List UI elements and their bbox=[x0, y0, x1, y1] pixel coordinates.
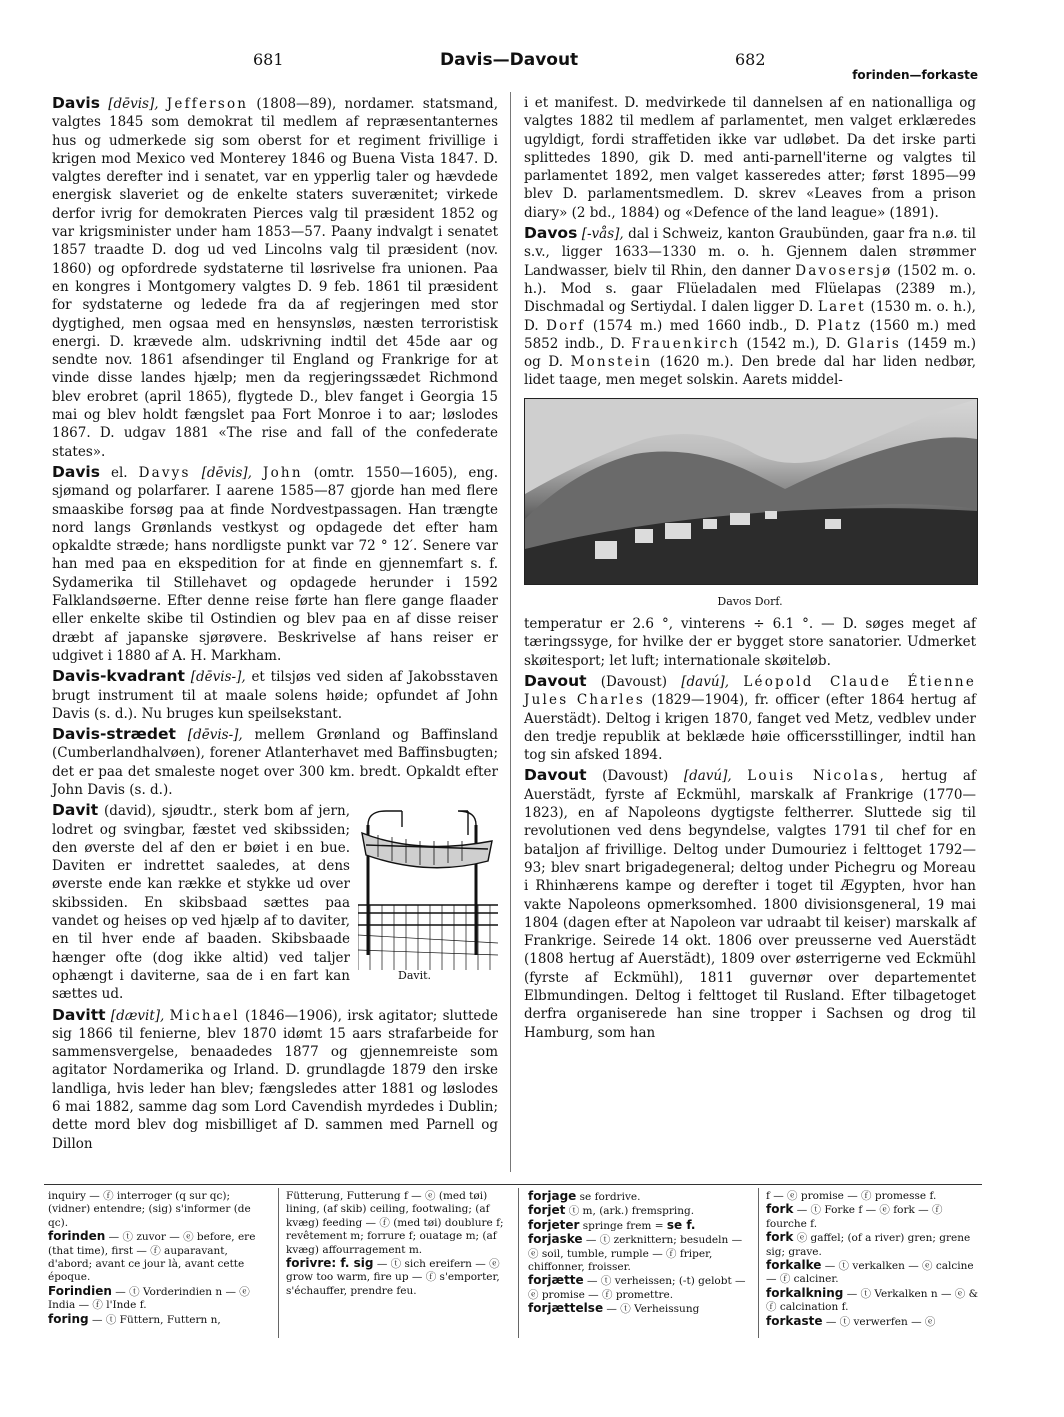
footer-headword: forkalkning bbox=[766, 1285, 844, 1300]
entry-text: (1560 m.) med 5852 indb., D. bbox=[524, 317, 976, 352]
headword: Davout bbox=[524, 671, 587, 690]
footer-headword: forjættelse bbox=[528, 1301, 604, 1316]
entry-davout-louis bbox=[524, 766, 976, 1041]
pronunciation: [dēvis], bbox=[108, 96, 159, 112]
headword: Davout bbox=[524, 766, 587, 785]
figure-caption: Davit. bbox=[398, 968, 432, 982]
footer-headword: forkaste bbox=[766, 1313, 823, 1328]
footer-headword: forinden bbox=[48, 1229, 106, 1244]
entry-text: (1808—89), nordamer. statsmand, valgtes 1845 som demokrat til medlem af repræsentanternes hus og udmerkede sig som oberst for et regiment frivillige i krigen mod Mexico ved Monterey 1846 og Buena Vista 1847. D. valgtes derefter ind i senatet, var en ypperlig taler og hævdede energisk slaveriet og de enkelte staters suverænitet; virkede derfor ivrig for demokraten Pierces valg til præsident 1852 og var krigsminister under ham 1853—57. Paany indvalgt i senatet 1857 traadte D. dog ud ved Lincolns valg til præsident (nov. 1860) og opfordrede sydstaterne til løsrivelse fra unionen. Paa en kongres i Montgomery valgtes D. 9 feb. 1861 til præsident for sydstaterne og ledede fra da af regjeringen med stor dygtighed, men ogsaa med en hensynsløs, næsten terroristisk energi. D. krævede alm. udskrivning indtil det 45de aar og sendte nov. 1861 afsendinger til England og Frankrige for at vinde disse landes hjælp; men da regjeringssædet Richmond blev erobret (april 1865), flygtede D., blev fanget i Georgia 15 mai og blev holdt fængslet paa Fort Monroe i to aar; løslodes 1867. D. udgav 1881 «The rise and fall of the confederate states». bbox=[52, 96, 498, 460]
footer-text: ⓣ m, (ark.) fremspring. bbox=[568, 1205, 695, 1218]
footer-headword: forjet bbox=[528, 1203, 566, 1218]
footer-text: f — ⓔ promise — ⓕ promesse f. bbox=[766, 1190, 937, 1202]
davit-drawing bbox=[358, 805, 498, 970]
footer-text: — ⓣ verkalken — ⓔ calcine — ⓕ calciner. bbox=[766, 1260, 974, 1286]
footer-headword: forjaske bbox=[528, 1232, 583, 1247]
pronunciation: [dævit], bbox=[110, 1007, 165, 1024]
photo-caption: Davos Dorf. bbox=[717, 594, 783, 608]
headword: Davitt bbox=[52, 1005, 106, 1024]
entry-text: el. bbox=[110, 464, 128, 481]
footer-headword: se f. bbox=[666, 1217, 696, 1232]
entry-text: (1620 m.). Den brede dal har liden nedbør, lidet taage, men meget solskin. Aarets middel- bbox=[524, 354, 977, 389]
footer-text: — ⓣ verheissen; (-t) gelobt — ⓔ promise — ⓕ promettre. bbox=[528, 1275, 746, 1301]
spaced-name: Laret bbox=[817, 299, 866, 316]
spaced-name: Louis Nicolas, bbox=[747, 768, 886, 785]
entry-text: i et manifest. D. medvirkede til dannelsen af en nationalliga og valgtes 1882 til medlem af parlamentet, men valget erklæredes ugyldigt, fordi straffetiden ikke var udløbet. Da det irske parti splittedes 1890, gik D. med anti-parnell'iterne og valgtes til parlamentet 1892, men valget kasseredes atter; først 1895—99 blev D. parlamentsmedlem. D. skrev «Leaves from a prison diary» (2 bd., 1884) og «Defence of the land league» (1891). bbox=[524, 95, 976, 221]
entry-davos-continued bbox=[524, 615, 976, 670]
alternate-spelling: (Davoust) bbox=[600, 673, 667, 690]
entry-text: (1502 m. o. h.). Mod s. gaar Flüeladalen med Flüelapas (2389 m.), Dischmadal og Sertiydal. I dalen ligger D. bbox=[524, 262, 977, 316]
entry-davos bbox=[524, 224, 976, 390]
headword: Davis bbox=[52, 462, 100, 481]
spaced-name: Davys bbox=[138, 464, 191, 481]
entry-text: (1542 m.), D. bbox=[746, 335, 841, 352]
footer-headword: foring bbox=[48, 1311, 89, 1326]
footer-column-2 bbox=[286, 1190, 506, 1298]
page-number-right: 682 bbox=[735, 50, 766, 69]
spaced-name: John bbox=[262, 464, 303, 481]
headword: Davis bbox=[52, 94, 100, 112]
pronunciation: [dēvis-], bbox=[190, 669, 246, 686]
spaced-name: Frauenkirch bbox=[631, 335, 741, 352]
entry-text: temperatur er 2.6 °, vinterens ÷ 6.1 °. — D. søges meget af tæringssyge, for hvilke der er bygget store sanatorier. Udmerket skøitesport; let luft; internationale skøiteløb. bbox=[524, 616, 976, 669]
footer-text: — ⓣ Verheissung bbox=[606, 1303, 700, 1316]
spaced-name: Jefferson bbox=[166, 96, 249, 112]
right-column bbox=[524, 94, 976, 1044]
footer-text: — ⓣ Verkalken n — ⓔ & ⓕ calcination f. bbox=[766, 1287, 978, 1314]
entry-davitt-continued bbox=[524, 94, 976, 222]
entry-text: et tilsjøs ved siden af Jakobsstaven brugt instrument til at maale solens høide; opfundet af John Davis (s. d.). Nu bruges kun speilsekstant. bbox=[52, 669, 499, 722]
footer-column-3 bbox=[528, 1190, 748, 1317]
pronunciation: [davú], bbox=[683, 768, 732, 785]
spaced-name: Dorf bbox=[546, 317, 586, 334]
headword: Davis-strædet bbox=[52, 725, 176, 744]
footer-headword: forjætte bbox=[528, 1273, 584, 1288]
column-divider bbox=[510, 92, 511, 1172]
entry-davout-leopold bbox=[524, 672, 976, 764]
davit-illustration bbox=[358, 805, 498, 985]
left-column bbox=[52, 94, 498, 1155]
footer-text: — ⓣ Forke f — ⓔ fork — ⓕ fourche f. bbox=[766, 1204, 943, 1230]
entry-davis-john bbox=[52, 463, 498, 665]
entry-text: hertug af Auerstädt, fyrste af Eckmühl, marskalk af Frankrige (1770—1823), en af Napoleons dygtigste feltherrer. Sluttede sig til revolutionen ved dens begyndelse, valgtes 1791 til chef for en bataljon af frivillige. Deltog under Dumouriez i felttoget 1792—93; blev snart brigadegeneral; deltog under Pichegru og Moreau i Rhinhærens kampe og derefter i toget til Ægypten, hvor han vakte Napoleons opmerksomhed. 1800 divisionsgeneral, 19 mai 1804 (dagen efter at Napoleon var udraabt til keiser) marskalk af Frankrige. Seirede 14 okt. 1806 over preusserne ved Auerstädt (1808 hertug af Auerstädt), 1809 over østerrigerne ved Eckmühl (fyrste af Eckmühl), 1811 guvernør over departementet Elbmundingen. Deltog i felttoget til Rusland. Efter tilbagetoget derfra organiserede han sine tropper i Sachsen og drog til Hamburg, som han bbox=[524, 768, 976, 1041]
guide-words: forinden—forkaste bbox=[852, 68, 978, 82]
spaced-name: Michael bbox=[169, 1007, 240, 1024]
footer-divider bbox=[518, 1188, 519, 1338]
headword: Davit bbox=[52, 801, 99, 820]
footer-text: — ⓣ Füttern, Futtern n, bbox=[91, 1313, 221, 1326]
footer-headword: forkalke bbox=[766, 1258, 822, 1273]
footer-text: inquiry — ⓕ interroger (q sur qc); (vidner) entendre; (sig) s'informer (de qc). bbox=[48, 1190, 251, 1229]
spaced-name: Léopold Claude Étienne Jules Charles bbox=[524, 673, 977, 709]
entry-text: (1846—1906), irsk agitator; sluttede sig 1866 til fenierne, blev 1870 idømt 15 aars strafarbeide for sammensvergelse, benaadedes 1877 og gjennemreiste som agitator Nordamerika og Irland. D. grundlagde 1879 den irske landliga, hvis leder han blev; fængsledes atter 1881 og løslodes 6 mai 1882, samme dag som Lord Cavendish myrdedes i Dublin; dette mord blev dog misbilliget af D. sammen med Parnell og Dillon bbox=[52, 1007, 498, 1152]
footer-text: se fordrive. bbox=[579, 1191, 641, 1203]
pronunciation: [dēvis], bbox=[201, 464, 252, 481]
entry-text: (1829—1904), fr. officer (efter 1864 hertug af Auerstädt). Deltog i krigen 1870, fanget ved Metz, vedblev under den tredje republik at beklæde høie officersstillinger, indtil han tog sin afsked 1894. bbox=[524, 692, 977, 764]
pronunciation: [davú], bbox=[681, 673, 730, 690]
footer-text: ⓔ gaffel; (of a river) gren; grene sig; grave. bbox=[766, 1232, 971, 1258]
entry-text: (1574 m.) med 1660 indb., D. bbox=[592, 317, 810, 334]
spaced-name: Davosersjø bbox=[795, 262, 893, 279]
headword: Davis-kvadrant bbox=[52, 667, 185, 686]
spaced-name: Monstein bbox=[570, 354, 653, 371]
footer-rule bbox=[44, 1184, 982, 1185]
footer-column-4 bbox=[766, 1190, 980, 1329]
footer-text: — ⓣ Vorderindien n — ⓔ India — ⓕ l'Inde f. bbox=[48, 1285, 250, 1312]
footer-headword: forjage bbox=[528, 1189, 577, 1203]
footer-headword: forjeter bbox=[528, 1217, 580, 1232]
footer-text: — ⓣ zerknittern; besudeln — ⓔ soil, tumble, rumple — ⓕ friper, chiffonner, froisser. bbox=[528, 1234, 743, 1274]
entry-text: (david), sjøudtr., sterk bom af jern, lodret og svingbar, fæstet ved skibssiden; den øverste del af den er bøiet i en bue. Daviten er indrettet saaledes, at dens øverste ende kan række et stykke ud over skibssiden. En skibsbaad sættes paa vandet og heises op ved hjælp af to daviter, en til hver ende af baaden. Skibsbaade hænger ofte (dog ikke altid) ved taljer ophængt i daviterne, saa de i en fart kan sættes ud. bbox=[52, 803, 350, 1003]
footer-text: Fütterung, Futterung f — ⓔ (med tøi) lining, (af skib) ceiling, footwaling; (af kvæg) feeding — ⓕ (med tøi) doublure f; revêtement m; forrure f; ouatage m; (af kvæg) affourragement m. bbox=[286, 1190, 504, 1256]
entry-davis-jefferson bbox=[52, 94, 498, 461]
entry-davis-kvadrant bbox=[52, 667, 498, 723]
footer-text: — ⓣ zuvor — ⓔ before, ere (that time), first — ⓕ auparavant, d'abord; avant ce jour là, avant cette époque. bbox=[48, 1231, 256, 1284]
pronunciation: [-vås], bbox=[581, 226, 624, 243]
footer-divider bbox=[278, 1188, 279, 1338]
pronunciation: [dēvis-], bbox=[187, 727, 243, 744]
footer-divider bbox=[758, 1188, 759, 1338]
page-number-left: 681 bbox=[253, 50, 284, 69]
footer-text: — ⓣ sich ereifern — ⓔ grow too warm, fire up — ⓕ s'emporter, s'échauffer, prendre feu. bbox=[286, 1258, 500, 1297]
footer-headword: forivre: f. sig bbox=[286, 1256, 374, 1271]
valley-landscape bbox=[525, 399, 977, 584]
spaced-name: Glaris bbox=[846, 335, 901, 352]
entry-text: mellem Grønland og Baffinsland (Cumberlandhalvøen), forener Atlanterhavet med Baffinsbugten; det er paa det smaleste noget over 300 km. bredt. Opkaldt efter John Davis (s. d.). bbox=[52, 727, 498, 798]
spaced-name: Platz bbox=[817, 317, 863, 334]
headword: Davos bbox=[524, 224, 578, 243]
entry-text: (omtr. 1550—1605), eng. sjømand og polarfarer. I aarene 1585—87 gjorde han med flere smaaskibe forsøg paa at finde Nordvestpassagen. Han trængte nord langs Grønlands vestkyst og opdagede det efter ham opkaldte stræde; hans nordligste punkt var 72 ° 12′. Senere var han med paa en ekspedition for at finde en gjennemfart s. f. Sydamerika til Stillehavet og opdagede herunder i 1592 Falklandsøerne. Efter denne reise førte han flere gange flaader eller enkelte skibe til Ostindien og blev paa en af disse reiser dræbt af japanske sjørøvere. Beskrivelse af hans reiser er udgivet i 1880 af A. H. Markham. bbox=[52, 464, 498, 664]
entry-text: (1459 m.) og D. bbox=[524, 335, 976, 371]
footer-text: — ⓣ verwerfen — ⓔ bbox=[825, 1315, 936, 1328]
footer-headword: fork bbox=[766, 1202, 794, 1217]
davos-photo bbox=[524, 398, 978, 585]
entry-davis-straedet bbox=[52, 725, 498, 799]
alternate-spelling: (Davoust) bbox=[602, 768, 669, 785]
footer-headword: fork bbox=[766, 1230, 794, 1245]
footer-text: springe frem = bbox=[582, 1219, 664, 1232]
footer-headword: Forindien bbox=[48, 1283, 112, 1298]
running-title: Davis—Davout bbox=[440, 50, 579, 70]
entry-text: dal i Schweiz, kanton Graubünden, gaar fra n.ø. til s.v., ligger 1633—1330 m. o. h. Gjennem dalen strømmer Landwasser, bielv til Rhin, den danner bbox=[524, 226, 976, 279]
entry-davitt bbox=[52, 1006, 498, 1153]
footer-column-1 bbox=[48, 1190, 266, 1327]
entry-text: (1530 m. o. h.), D. bbox=[524, 299, 976, 334]
